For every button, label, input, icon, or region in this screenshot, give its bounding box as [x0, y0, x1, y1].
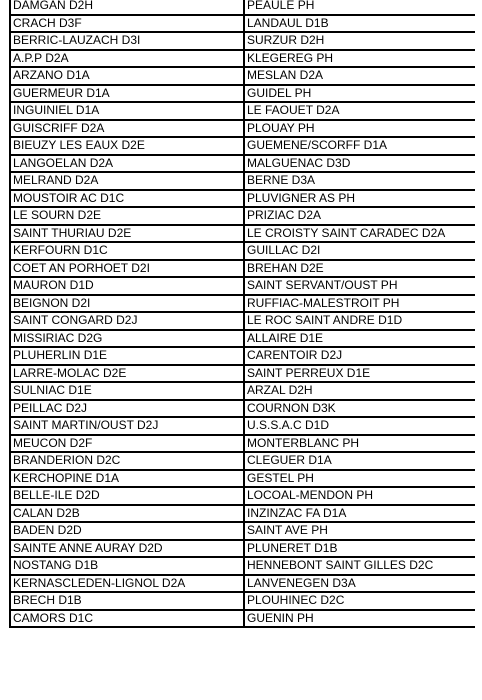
table-row — [10, 242, 476, 260]
cell-right: CLEGUER D1A — [244, 452, 476, 470]
cell-left: CALAN D2B — [10, 505, 244, 523]
clubs-table — [9, 0, 477, 628]
table-row — [10, 365, 476, 383]
cell-left: BEIGNON D2I — [10, 295, 244, 313]
cell-left: MELRAND D2A — [10, 172, 244, 190]
cell-left: CAMORS D1C — [10, 610, 244, 628]
cell-right: MONTERBLANC PH — [244, 435, 476, 453]
cell-right: PLUVIGNER AS PH — [244, 190, 476, 208]
page-margin — [475, 0, 482, 700]
cell-left: LARRE-MOLAC D2E — [10, 365, 244, 383]
table-row — [10, 330, 476, 348]
cell-right: PLUNERET D1B — [244, 540, 476, 558]
cell-left: PLUHERLIN D1E — [10, 347, 244, 365]
cell-right: ARZAL D2H — [244, 382, 476, 400]
table-body — [10, 0, 476, 627]
cell-left: SAINT THURIAU D2E — [10, 225, 244, 243]
cell-left: PEILLAC D2J — [10, 400, 244, 418]
cell-right: MALGUENAC D3D — [244, 155, 476, 173]
table-row — [10, 137, 476, 155]
table-row — [10, 50, 476, 68]
cell-left: SAINT MARTIN/OUST D2J — [10, 417, 244, 435]
cell-right: HENNEBONT SAINT GILLES D2C — [244, 557, 476, 575]
cell-left: KERFOURN D1C — [10, 242, 244, 260]
cell-right: PRIZIAC D2A — [244, 207, 476, 225]
cell-right: LE FAOUET D2A — [244, 102, 476, 120]
cell-left: BERRIC-LAUZACH D3I — [10, 32, 244, 50]
table-row — [10, 120, 476, 138]
cell-left: ARZANO D1A — [10, 67, 244, 85]
table-row — [10, 417, 476, 435]
cell-left: SULNIAC D1E — [10, 382, 244, 400]
table-row — [10, 277, 476, 295]
table-row — [10, 470, 476, 488]
cell-left: BELLE-ILE D2D — [10, 487, 244, 505]
cell-left: BRECH D1B — [10, 592, 244, 610]
cell-right: LE ROC SAINT ANDRE D1D — [244, 312, 476, 330]
cell-right: RUFFIAC-MALESTROIT PH — [244, 295, 476, 313]
cell-left: BADEN D2D — [10, 522, 244, 540]
cell-right: ALLAIRE D1E — [244, 330, 476, 348]
cell-right: GUENIN PH — [244, 610, 476, 628]
table-row — [10, 557, 476, 575]
cell-left: LE SOURN D2E — [10, 207, 244, 225]
cell-left: SAINTE ANNE AURAY D2D — [10, 540, 244, 558]
table-row — [10, 522, 476, 540]
cell-right: GUEMENE/SCORFF D1A — [244, 137, 476, 155]
cell-right: BREHAN D2E — [244, 260, 476, 278]
cell-right: KLEGEREG PH — [244, 50, 476, 68]
table-row — [10, 0, 476, 15]
table-row — [10, 172, 476, 190]
cell-left: LANGOELAN D2A — [10, 155, 244, 173]
table-row — [10, 575, 476, 593]
table-row — [10, 487, 476, 505]
table-row — [10, 540, 476, 558]
cell-right: SURZUR D2H — [244, 32, 476, 50]
cell-left: MISSIRIAC D2G — [10, 330, 244, 348]
cell-right: SAINT AVE PH — [244, 522, 476, 540]
cell-right: SAINT SERVANT/OUST PH — [244, 277, 476, 295]
cell-right: PLOUAY PH — [244, 120, 476, 138]
cell-right: LOCOAL-MENDON PH — [244, 487, 476, 505]
cell-right: COURNON D3K — [244, 400, 476, 418]
cell-right: INZINZAC FA D1A — [244, 505, 476, 523]
table-row — [10, 295, 476, 313]
cell-left: SAINT CONGARD D2J — [10, 312, 244, 330]
table-row — [10, 85, 476, 103]
cell-right: SAINT PERREUX D1E — [244, 365, 476, 383]
table-row — [10, 260, 476, 278]
cell-right: PEAULE PH — [244, 0, 476, 15]
table-row — [10, 435, 476, 453]
cell-right: GESTEL PH — [244, 470, 476, 488]
cell-right: LANDAUL D1B — [244, 15, 476, 33]
table-row — [10, 610, 476, 628]
cell-left: BIEUZY LES EAUX D2E — [10, 137, 244, 155]
cell-left: MAURON D1D — [10, 277, 244, 295]
cell-right: LANVENEGEN D3A — [244, 575, 476, 593]
table-row — [10, 190, 476, 208]
cell-left: CRACH D3F — [10, 15, 244, 33]
table-row — [10, 400, 476, 418]
cell-left: BRANDERION D2C — [10, 452, 244, 470]
cell-left: KERNASCLEDEN-LIGNOL D2A — [10, 575, 244, 593]
cell-left: COET AN PORHOET D2I — [10, 260, 244, 278]
cell-right: U.S.S.A.C D1D — [244, 417, 476, 435]
table-row — [10, 155, 476, 173]
table-row — [10, 505, 476, 523]
table-row — [10, 382, 476, 400]
cell-right: GUILLAC D2I — [244, 242, 476, 260]
cell-left: A.P.P D2A — [10, 50, 244, 68]
table-row — [10, 312, 476, 330]
cell-left: GUISCRIFF D2A — [10, 120, 244, 138]
cell-left: DAMGAN D2H — [10, 0, 244, 15]
table-row — [10, 592, 476, 610]
table-row — [10, 15, 476, 33]
table-row — [10, 347, 476, 365]
table-row — [10, 102, 476, 120]
cell-right: LE CROISTY SAINT CARADEC D2A — [244, 225, 476, 243]
table-row — [10, 207, 476, 225]
cell-right: PLOUHINEC D2C — [244, 592, 476, 610]
cell-right: GUIDEL PH — [244, 85, 476, 103]
cell-left: MOUSTOIR AC D1C — [10, 190, 244, 208]
table-row — [10, 67, 476, 85]
cell-right: BERNE D3A — [244, 172, 476, 190]
table-row — [10, 225, 476, 243]
cell-left: KERCHOPINE D1A — [10, 470, 244, 488]
cell-right: CARENTOIR D2J — [244, 347, 476, 365]
cell-right: MESLAN D2A — [244, 67, 476, 85]
cell-left: GUERMEUR D1A — [10, 85, 244, 103]
cell-left: MEUCON D2F — [10, 435, 244, 453]
table-row — [10, 452, 476, 470]
cell-left: INGUINIEL D1A — [10, 102, 244, 120]
table-row — [10, 32, 476, 50]
cell-left: NOSTANG D1B — [10, 557, 244, 575]
